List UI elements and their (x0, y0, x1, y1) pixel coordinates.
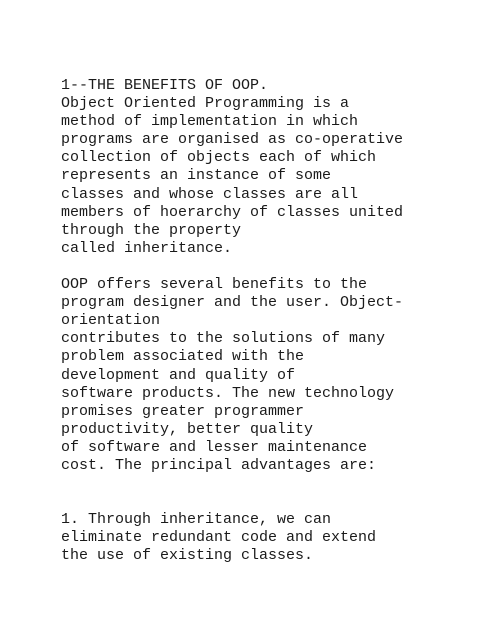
text-line: problem associated with the (61, 348, 305, 366)
text-line: collection of objects each of which (61, 149, 377, 167)
text-line: orientation (61, 312, 161, 330)
text-line: members of hoerarchy of classes united (61, 203, 404, 221)
text-line: programs are organised as co-operative (61, 131, 404, 149)
text-line: classes and whose classes are all (61, 185, 359, 203)
text-line: cost. The principal advantages are: (61, 456, 377, 474)
paragraph-advantage-1 (61, 511, 481, 565)
paragraph-intro (61, 77, 481, 258)
paragraph-spacer (61, 258, 481, 276)
text-line: method of implementation in which (61, 113, 359, 131)
text-line: promises greater programmer (61, 402, 305, 420)
text-line: through the property (61, 221, 242, 239)
section-heading: 1--THE BENEFITS OF OOP. (61, 77, 269, 94)
text-line: software products. The new technology (61, 384, 395, 402)
text-line: program designer and the user. Object- (61, 294, 404, 312)
text-line: productivity, better quality (61, 420, 314, 438)
paragraph-spacer (61, 493, 481, 511)
paragraph-benefits (61, 276, 481, 475)
text-line: Object Oriented Programming is a (61, 95, 350, 113)
text-line: called inheritance. (61, 239, 233, 257)
text-line: contributes to the solutions of many (61, 330, 386, 348)
document-body (61, 77, 481, 566)
text-line: eliminate redundant code and extend (61, 529, 377, 547)
list-item-line: 1. Through inheritance, we can (61, 511, 332, 529)
text-line: the use of existing classes. (61, 547, 314, 565)
paragraph-spacer (61, 475, 481, 493)
text-line: of software and lesser maintenance (61, 438, 368, 456)
text-line: OOP offers several benefits to the (61, 276, 368, 294)
text-line: represents an instance of some (61, 167, 332, 185)
text-line: development and quality of (61, 366, 296, 384)
